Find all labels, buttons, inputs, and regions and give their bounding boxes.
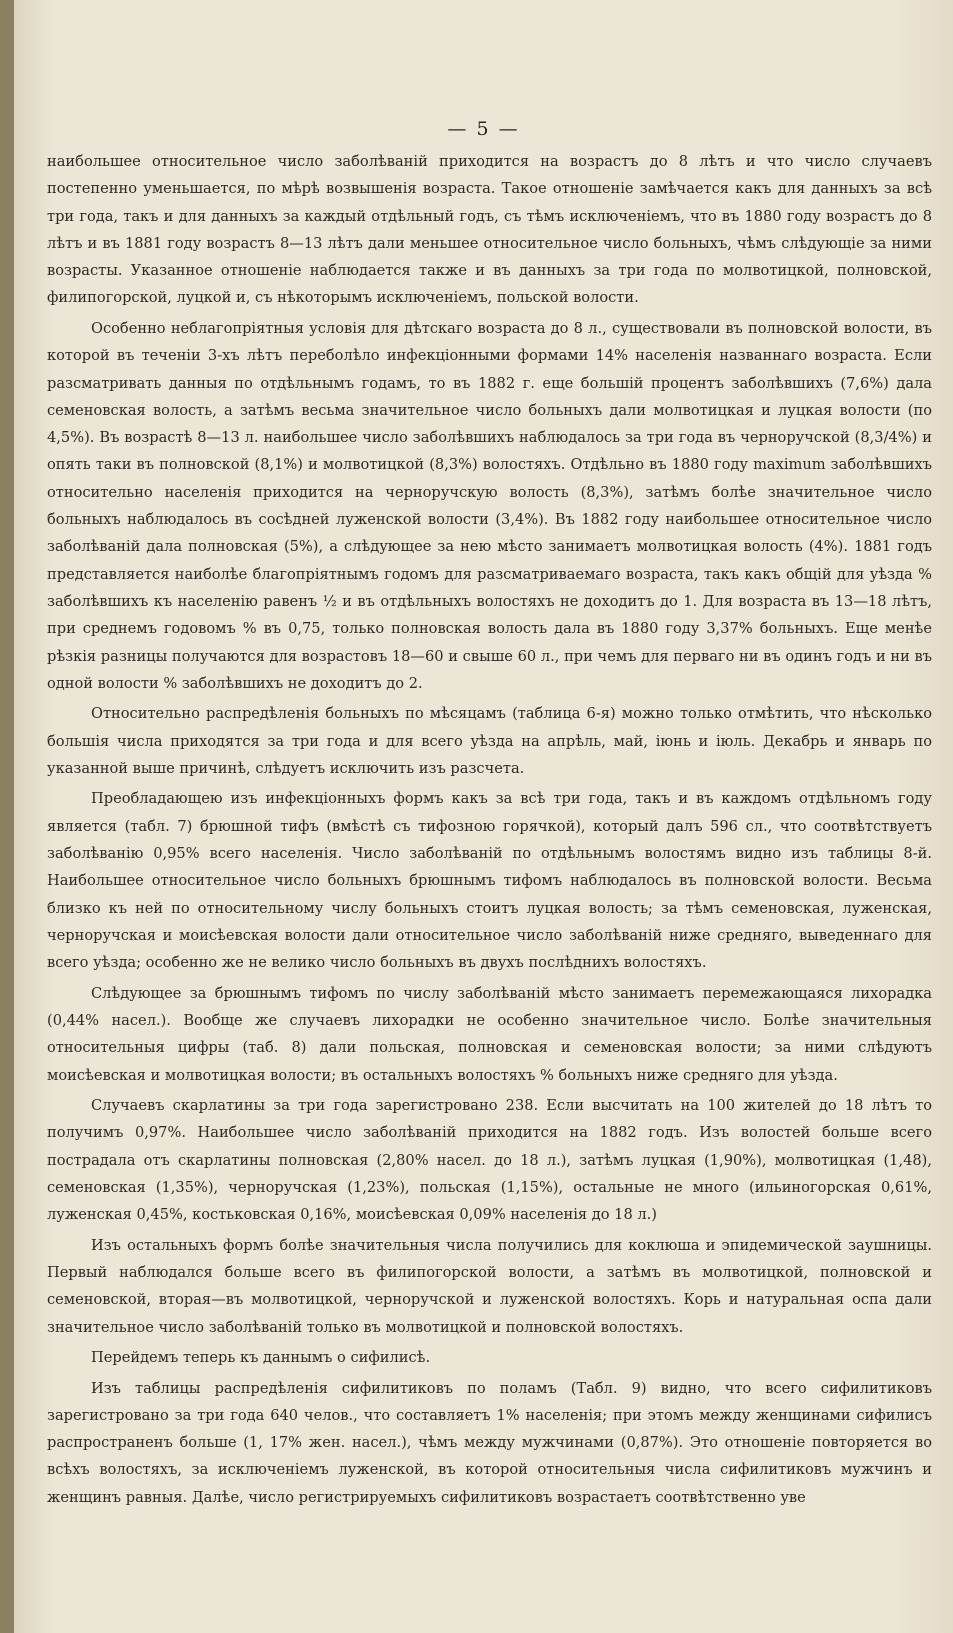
document-page	[14, 0, 953, 1633]
paragraph-continuation: наибольшее относительное число заболѣваній приходится на возрастъ до 8 лѣтъ и что число случаевъ постепенно уменьшается, по мѣрѣ возвышенія возраста. Такое отношеніе замѣчается какъ для данныхъ за всѣ три года, такъ и для данныхъ за каждый отдѣльный годъ, съ тѣмъ исключеніемъ, что въ 1880 году возрастъ до 8 лѣтъ и въ 1881 году возрастъ 8—13 лѣтъ дали меньшее относительное число больныхъ, чѣмъ слѣдующіе за ними возрасты. Указанное отношеніе наблюдается также и въ данныхъ за три года по молвотицкой, полновской, филипогорской, луцкой и, съ нѣкоторымъ исключеніемъ, польской волости.	[47, 153, 932, 307]
body-text	[47, 148, 932, 1514]
paragraph-syphilis-intro: Перейдемъ теперь къ даннымъ о сифилисѣ.	[91, 1349, 431, 1367]
paragraph-monthly-distribution: Относительно распредѣленія больныхъ по мѣсяцамъ (таблица 6-я) можно только отмѣтить, что нѣсколько большія числа приходятся за три года и для всего уѣзда на апрѣль, май, іюнь и іюль. Декабрь и январь по указанной выше причинѣ, слѣдуетъ исключить изъ разсчета.	[47, 705, 932, 777]
paragraph-syphilis-table: Изъ таблицы распредѣленія сифилитиковъ по поламъ (Табл. 9) видно, что всего сифилитиковъ зарегистровано за три года 640 челов., что составляетъ 1% населенія; при этомъ между женщинами сифилисъ распространенъ больше (1, 17% жен. насел.), чѣмъ между мужчинами (0,87%). Это отношеніе повторяется во всѣхъ волостяхъ, за исключеніемъ луженской, въ которой относительныя числа сифилитиковъ мужчинъ и женщинъ равныя. Далѣе, число регистрируемыхъ сифилитиковъ возрастаетъ соотвѣтственно уве	[47, 1379, 932, 1506]
paragraph-other-forms: Изъ остальныхъ формъ болѣе значительныя числа получились для коклюша и эпидемической заушницы. Первый наблюдался больше всего въ филипогорской волости, а затѣмъ въ молвотицкой, полновской и семеновской, вторая—въ молвотицкой, черноручской и луженской волостяхъ. Корь и натуральная оспа дали значительное число заболѣваній только въ молвотицкой и полновской волостяхъ.	[47, 1236, 932, 1336]
paragraph-childhood-conditions: Особенно неблагопріятныя условія для дѣтскаго возраста до 8 л., существовали въ полновской волости, въ которой въ теченіи 3-хъ лѣтъ переболѣло инфекціонными формами 14% населенія названнаго возраста. Если разсматривать данныя по отдѣльнымъ годамъ, то въ 1882 г. еще большій процентъ заболѣвшихъ (7,6%) дала семеновская волость, а затѣмъ весьма значительное число больныхъ дали молвотицкая и луцкая волости (по 4,5%). Въ возрастѣ 8—13 л. наибольшее число заболѣвшихъ наблюдалось за три года въ черноручской (8,3/4%) и опять таки въ полновской (8,1%) и молвотицкой (8,3%) волостяхъ. Отдѣльно въ 1880 году maximum заболѣвшихъ относительно населенія приходится на черноручскую волость (8,3%), затѣмъ болѣе значительное число больныхъ наблюдалось въ сосѣдней луженской волости (3,4%). Въ 1882 году наибольшее относительное число заболѣваній дала полновская (5%), а слѣдующее за нею мѣсто занимаетъ молвотицкая волость (4%). 1881 годъ представляется наиболѣе благопріятнымъ годомъ для разсматриваемаго возраста, такъ какъ общій для уѣзда % заболѣвшихъ къ населенію равенъ ½ и въ отдѣльныхъ волостяхъ не доходитъ до 1. Для возраста въ 13—18 лѣтъ, при среднемъ годовомъ % въ 0,75, только полновская волость дала въ 1880 году 3,37% больныхъ. Еще менѣе рѣзкія разницы получаются для возрастовъ 18—60 и свыше 60 л., при чемъ для перваго ни въ одинъ годъ и ни въ одной волости % заболѣвшихъ не доходитъ до 2.	[47, 319, 932, 692]
paragraph-intermittent-fever: Слѣдующее за брюшнымъ тифомъ по числу заболѣваній мѣсто занимаетъ перемежающаяся лихорадка (0,44% насел.). Вообще же случаевъ лихорадки не особенно значительное число. Болѣе значительныя относительныя цифры (таб. 8) дали польская, полновская и семеновская волости; за ними слѣдуютъ моисѣевская и молвотицкая волости; въ остальныхъ волостяхъ % больныхъ ниже средняго для уѣзда.	[47, 984, 932, 1084]
paragraph-scarlet-fever: Случаевъ скарлатины за три года зарегистровано 238. Если высчитать на 100 жителей до 18 лѣтъ то получимъ 0,97%. Наибольшее число заболѣваній приходится на 1882 годъ. Изъ волостей больше всего пострадала отъ скарлатины полновская (2,80% насел. до 18 л.), затѣмъ луцкая (1,90%), молвотицкая (1,48), семеновская (1,35%), черноручская (1,23%), польская (1,15%), остальные не много (ильиногорская 0,61%, луженская 0,45%, костьковская 0,16%, моисѣевская 0,09% населенія до 18 л.)	[47, 1097, 932, 1224]
page-number: — 5 —	[447, 118, 520, 140]
paragraph-typhoid: Преобладающею изъ инфекціонныхъ формъ какъ за всѣ три года, такъ и въ каждомъ отдѣльномъ году является (табл. 7) брюшной тифъ (вмѣстѣ съ тифозною горячкой), который далъ 596 сл., что соотвѣтствуетъ заболѣванію 0,95% всего населенія. Число заболѣваній по отдѣльнымъ волостямъ видно изъ таблицы 8-й. Наибольшее относительное число больныхъ брюшнымъ тифомъ наблюдалось въ полновской волости. Весьма близко къ ней по относительному числу больныхъ стоитъ луцкая волость; за тѣмъ семеновская, луженская, черноручская и моисѣевская волости дали относительное число заболѣваній ниже средняго, выведеннаго для всего уѣзда; особенно же не велико число больныхъ въ двухъ послѣднихъ волостяхъ.	[47, 790, 932, 972]
